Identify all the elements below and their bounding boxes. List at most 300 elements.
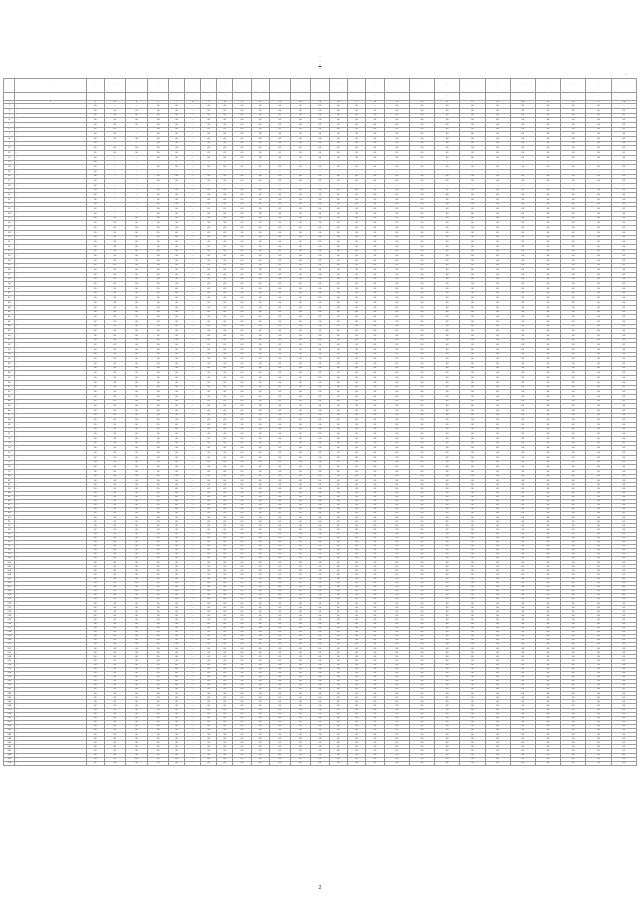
table-cell: 00: [535, 418, 560, 423]
table-cell: 00: [347, 630, 365, 634]
table-cell: 00: [409, 753, 434, 757]
table-cell: —: [329, 160, 347, 165]
table-cell: 00: [125, 465, 148, 470]
table-cell: 00: [435, 465, 460, 470]
table-cell: 00: [217, 423, 233, 428]
column-header: …: [586, 79, 611, 93]
table-cell: 00: [535, 634, 560, 638]
table-cell: 00: [311, 108, 329, 113]
table-cell: 00: [148, 679, 169, 683]
table-cell: 00: [347, 282, 365, 287]
row-label: …: [15, 399, 86, 404]
document-subtitle: …: [318, 59, 322, 62]
table-cell: 35: [4, 263, 15, 268]
table-cell: —: [125, 160, 148, 165]
table-cell: 00: [290, 753, 311, 757]
table-cell: 00: [510, 598, 535, 602]
table-cell: 00: [148, 451, 169, 456]
table-cell: 00: [201, 655, 217, 659]
table-cell: 00: [125, 451, 148, 456]
row-label: …: [15, 487, 86, 491]
table-cell: 00: [290, 663, 311, 667]
table-cell: 00: [535, 179, 560, 184]
table-cell: 00: [233, 487, 251, 491]
table-cell: —: [185, 688, 201, 692]
table-cell: 00: [125, 348, 148, 353]
table-cell: 00: [269, 465, 290, 470]
table-cell: 00: [460, 319, 485, 324]
table-cell: 00: [217, 720, 233, 724]
table-cell: 00: [561, 343, 586, 348]
table-cell: 00: [125, 655, 148, 659]
table-cell: 00: [435, 643, 460, 647]
table-cell: 00: [384, 667, 409, 671]
table-cell: —: [185, 704, 201, 708]
table-cell: 00: [329, 573, 347, 577]
table-cell: 00: [233, 667, 251, 671]
table-cell: 00: [510, 455, 535, 460]
table-cell: 00: [125, 540, 148, 544]
table-cell: 00: [251, 569, 269, 573]
table-cell: 00: [384, 503, 409, 507]
table-cell: 00: [290, 544, 311, 548]
table-cell: 00: [435, 634, 460, 638]
table-cell: 00: [290, 700, 311, 704]
table-cell: 00: [611, 188, 636, 193]
table-cell: 00: [460, 282, 485, 287]
table-cell: 00: [290, 212, 311, 217]
table-cell: 00: [485, 577, 510, 581]
table-cell: 00: [311, 491, 329, 495]
table-cell: 00: [535, 602, 560, 606]
table-cell: 00: [435, 427, 460, 432]
table-cell: 00: [586, 675, 611, 679]
table-cell: 00: [269, 319, 290, 324]
table-cell: 00: [611, 663, 636, 667]
table-cell: 00: [384, 655, 409, 659]
table-cell: 00: [217, 692, 233, 696]
table-cell: 00: [329, 614, 347, 618]
table-cell: 00: [201, 343, 217, 348]
table-cell: 00: [201, 630, 217, 634]
table-cell: 00: [169, 137, 185, 142]
table-cell: 00: [148, 630, 169, 634]
table-cell: 00: [290, 655, 311, 659]
table-cell: —: [510, 169, 535, 174]
table-cell: 00: [201, 380, 217, 385]
table-cell: 00: [311, 455, 329, 460]
table-cell: 00: [217, 179, 233, 184]
table-cell: 00: [148, 455, 169, 460]
table-cell: 00: [290, 273, 311, 278]
table-cell: 00: [435, 174, 460, 179]
table-cell: 00: [169, 212, 185, 217]
table-cell: 00: [125, 441, 148, 446]
table-cell: 00: [104, 221, 125, 226]
table-cell: 00: [510, 577, 535, 581]
column-header: …: [311, 79, 329, 93]
table-cell: 00: [148, 141, 169, 146]
table-cell: 00: [269, 212, 290, 217]
table-cell: 00: [409, 104, 434, 109]
table-cell: 00: [510, 310, 535, 315]
table-cell: 00: [217, 291, 233, 296]
table-cell: 00: [485, 474, 510, 479]
table-cell: 00: [347, 593, 365, 597]
table-cell: 00: [329, 741, 347, 745]
table-cell: 00: [586, 305, 611, 310]
table-cell: 00: [510, 655, 535, 659]
table-cell: 00: [86, 581, 104, 585]
table-cell: 00: [125, 113, 148, 118]
table-cell: 00: [409, 137, 434, 142]
table-cell: 00: [485, 165, 510, 170]
table-cell: 145: [4, 741, 15, 745]
table-cell: 00: [148, 258, 169, 263]
table-cell: 00: [217, 683, 233, 687]
table-cell: 00: [201, 569, 217, 573]
table-cell: 00: [329, 221, 347, 226]
table-cell: 00: [586, 671, 611, 675]
row-label: …: [15, 692, 86, 696]
table-cell: 67: [4, 413, 15, 418]
table-cell: 00: [290, 692, 311, 696]
table-cell: 00: [409, 333, 434, 338]
row-label: …: [15, 499, 86, 503]
table-cell: —: [366, 160, 384, 165]
table-cell: 00: [217, 696, 233, 700]
table-row: [4, 761, 637, 765]
table-cell: —: [185, 507, 201, 511]
table-cell: 00: [329, 647, 347, 651]
table-cell: 00: [269, 329, 290, 334]
table-cell: 00: [510, 651, 535, 655]
table-cell: 00: [269, 113, 290, 118]
table-cell: —: [185, 155, 201, 160]
table-cell: 00: [251, 712, 269, 716]
table-cell: 00: [586, 301, 611, 306]
table-cell: 00: [435, 371, 460, 376]
table-cell: 00: [290, 451, 311, 456]
row-label: …: [15, 446, 86, 451]
table-cell: 00: [435, 647, 460, 651]
table-cell: 00: [485, 432, 510, 437]
table-cell: 00: [251, 737, 269, 741]
table-cell: —: [185, 226, 201, 231]
table-cell: 00: [104, 643, 125, 647]
table-cell: 00: [409, 399, 434, 404]
table-cell: 00: [251, 108, 269, 113]
table-cell: 00: [347, 207, 365, 212]
table-cell: 00: [201, 565, 217, 569]
table-cell: 00: [233, 622, 251, 626]
table-cell: 00: [329, 503, 347, 507]
table-cell: 22: [4, 202, 15, 207]
row-label: …: [15, 532, 86, 536]
table-cell: 00: [561, 366, 586, 371]
table-cell: 00: [269, 720, 290, 724]
table-cell: 00: [233, 614, 251, 618]
table-cell: 00: [329, 651, 347, 655]
table-cell: 00: [329, 495, 347, 499]
table-cell: 00: [366, 315, 384, 320]
table-cell: 00: [169, 753, 185, 757]
table-cell: 00: [290, 146, 311, 151]
table-cell: 00: [535, 108, 560, 113]
table-cell: 00: [510, 230, 535, 235]
table-cell: —: [185, 638, 201, 642]
table-cell: 00: [86, 679, 104, 683]
table-cell: —: [251, 183, 269, 188]
table-cell: —: [185, 287, 201, 292]
table-cell: 00: [366, 418, 384, 423]
table-cell: 00: [86, 277, 104, 282]
row-label: …: [15, 761, 86, 765]
table-cell: 00: [460, 749, 485, 753]
table-cell: 00: [125, 460, 148, 465]
table-cell: 00: [169, 258, 185, 263]
table-cell: 00: [169, 188, 185, 193]
table-cell: 00: [86, 301, 104, 306]
table-cell: 00: [311, 441, 329, 446]
table-cell: 00: [86, 720, 104, 724]
table-cell: 00: [347, 696, 365, 700]
table-cell: 00: [561, 324, 586, 329]
table-cell: 00: [586, 258, 611, 263]
table-cell: 00: [201, 516, 217, 520]
table-cell: 00: [460, 427, 485, 432]
table-cell: 00: [409, 263, 434, 268]
table-cell: 00: [366, 221, 384, 226]
row-label: …: [15, 667, 86, 671]
table-cell: 00: [366, 179, 384, 184]
table-cell: —: [586, 169, 611, 174]
table-cell: 00: [104, 569, 125, 573]
table-cell: —: [329, 183, 347, 188]
table-cell: 00: [561, 532, 586, 536]
table-cell: 00: [169, 455, 185, 460]
table-cell: —: [185, 712, 201, 716]
table-cell: 00: [586, 451, 611, 456]
table-cell: 00: [586, 679, 611, 683]
table-cell: 00: [125, 221, 148, 226]
row-label: …: [15, 626, 86, 630]
table-cell: 00: [510, 301, 535, 306]
table-cell: 00: [366, 230, 384, 235]
table-cell: 00: [148, 544, 169, 548]
table-cell: 00: [148, 692, 169, 696]
table-cell: 00: [125, 651, 148, 655]
table-cell: 00: [169, 155, 185, 160]
table-cell: —: [185, 749, 201, 753]
table-cell: 00: [347, 296, 365, 301]
table-cell: 00: [409, 532, 434, 536]
table-cell: 00: [460, 761, 485, 765]
row-label: …: [15, 460, 86, 465]
table-cell: 00: [311, 520, 329, 524]
table-cell: 00: [366, 174, 384, 179]
table-cell: 00: [269, 437, 290, 442]
table-cell: 00: [201, 581, 217, 585]
table-cell: 00: [201, 512, 217, 516]
table-cell: 00: [311, 352, 329, 357]
table-cell: 00: [148, 614, 169, 618]
table-cell: 00: [409, 557, 434, 561]
table-cell: 00: [86, 469, 104, 474]
table-cell: 00: [409, 123, 434, 128]
table-cell: 00: [148, 127, 169, 132]
table-cell: 00: [460, 577, 485, 581]
table-cell: 00: [535, 221, 560, 226]
table-cell: 00: [290, 165, 311, 170]
column-header: …: [217, 79, 233, 93]
table-cell: 00: [148, 343, 169, 348]
table-cell: 13: [4, 160, 15, 165]
table-cell: 00: [329, 593, 347, 597]
table-cell: —: [185, 202, 201, 207]
table-cell: 00: [329, 240, 347, 245]
table-cell: 00: [201, 643, 217, 647]
table-cell: 00: [86, 708, 104, 712]
table-cell: 00: [409, 202, 434, 207]
column-header: 15: [311, 101, 329, 104]
table-cell: 00: [366, 291, 384, 296]
table-cell: 00: [148, 132, 169, 137]
table-cell: 00: [201, 216, 217, 221]
table-cell: 00: [233, 741, 251, 745]
table-cell: 00: [251, 437, 269, 442]
table-cell: 00: [366, 532, 384, 536]
table-cell: 00: [347, 663, 365, 667]
table-cell: 00: [104, 394, 125, 399]
table-cell: 00: [347, 507, 365, 511]
table-cell: 00: [485, 548, 510, 552]
table-cell: 00: [384, 491, 409, 495]
table-cell: 00: [233, 216, 251, 221]
table-cell: 00: [86, 487, 104, 491]
table-cell: —: [611, 183, 636, 188]
table-cell: 00: [366, 602, 384, 606]
table-cell: 00: [125, 757, 148, 761]
table-cell: 00: [125, 254, 148, 259]
table-cell: 00: [586, 733, 611, 737]
table-cell: 00: [125, 679, 148, 683]
table-cell: 00: [125, 301, 148, 306]
table-cell: 00: [460, 198, 485, 203]
table-cell: 00: [460, 548, 485, 552]
table-cell: 00: [269, 626, 290, 630]
table-cell: 00: [510, 254, 535, 259]
table-cell: 00: [269, 532, 290, 536]
table-cell: 00: [201, 696, 217, 700]
column-header: …: [233, 93, 251, 101]
table-cell: 00: [366, 683, 384, 687]
table-cell: 00: [510, 179, 535, 184]
table-cell: 00: [535, 749, 560, 753]
table-cell: 00: [329, 524, 347, 528]
table-cell: 00: [201, 503, 217, 507]
table-cell: 00: [201, 589, 217, 593]
table-cell: 00: [435, 593, 460, 597]
table-cell: 00: [510, 385, 535, 390]
table-cell: 00: [290, 357, 311, 362]
table-cell: 00: [561, 432, 586, 437]
table-cell: 00: [86, 724, 104, 728]
table-cell: 00: [409, 512, 434, 516]
table-cell: 00: [104, 528, 125, 532]
table-cell: 00: [201, 371, 217, 376]
table-cell: 00: [125, 479, 148, 483]
row-label: …: [15, 688, 86, 692]
table-cell: 00: [201, 483, 217, 487]
table-cell: 00: [201, 362, 217, 367]
table-cell: 00: [311, 483, 329, 487]
table-cell: 00: [510, 749, 535, 753]
table-cell: 00: [251, 123, 269, 128]
table-cell: 00: [409, 700, 434, 704]
table-cell: 00: [510, 273, 535, 278]
table-cell: 00: [148, 688, 169, 692]
table-cell: 00: [510, 733, 535, 737]
table-cell: 00: [561, 720, 586, 724]
table-cell: 77: [4, 460, 15, 465]
table-cell: 00: [535, 212, 560, 217]
table-cell: 00: [217, 394, 233, 399]
table-cell: 00: [269, 263, 290, 268]
table-cell: —: [185, 544, 201, 548]
table-cell: 00: [125, 700, 148, 704]
table-cell: 00: [169, 427, 185, 432]
column-header: …: [125, 79, 148, 93]
table-cell: 00: [510, 667, 535, 671]
table-cell: 00: [460, 432, 485, 437]
table-cell: 00: [435, 137, 460, 142]
table-cell: 00: [347, 503, 365, 507]
table-cell: 00: [485, 333, 510, 338]
column-header: 8: [185, 101, 201, 104]
table-cell: 00: [217, 647, 233, 651]
table-cell: 00: [535, 137, 560, 142]
table-cell: 00: [611, 441, 636, 446]
column-header: …: [347, 79, 365, 93]
table-cell: 00: [435, 581, 460, 585]
table-cell: 00: [104, 606, 125, 610]
table-cell: 00: [201, 123, 217, 128]
table-cell: 00: [329, 357, 347, 362]
table-cell: 00: [233, 137, 251, 142]
table-cell: 00: [233, 141, 251, 146]
row-label: …: [15, 132, 86, 137]
table-cell: 00: [169, 552, 185, 556]
table-cell: 00: [104, 716, 125, 720]
table-cell: 00: [104, 630, 125, 634]
table-cell: 00: [347, 585, 365, 589]
column-header: 28: [611, 101, 636, 104]
table-cell: 86: [4, 499, 15, 503]
table-cell: 00: [409, 737, 434, 741]
table-cell: 00: [104, 688, 125, 692]
table-cell: 65: [4, 404, 15, 409]
table-cell: 00: [104, 249, 125, 254]
table-cell: 00: [561, 240, 586, 245]
column-header: …: [384, 93, 409, 101]
row-label: …: [15, 741, 86, 745]
table-cell: —: [148, 160, 169, 165]
table-cell: 00: [561, 212, 586, 217]
table-cell: 00: [290, 188, 311, 193]
table-cell: 00: [460, 362, 485, 367]
row-label: …: [15, 333, 86, 338]
